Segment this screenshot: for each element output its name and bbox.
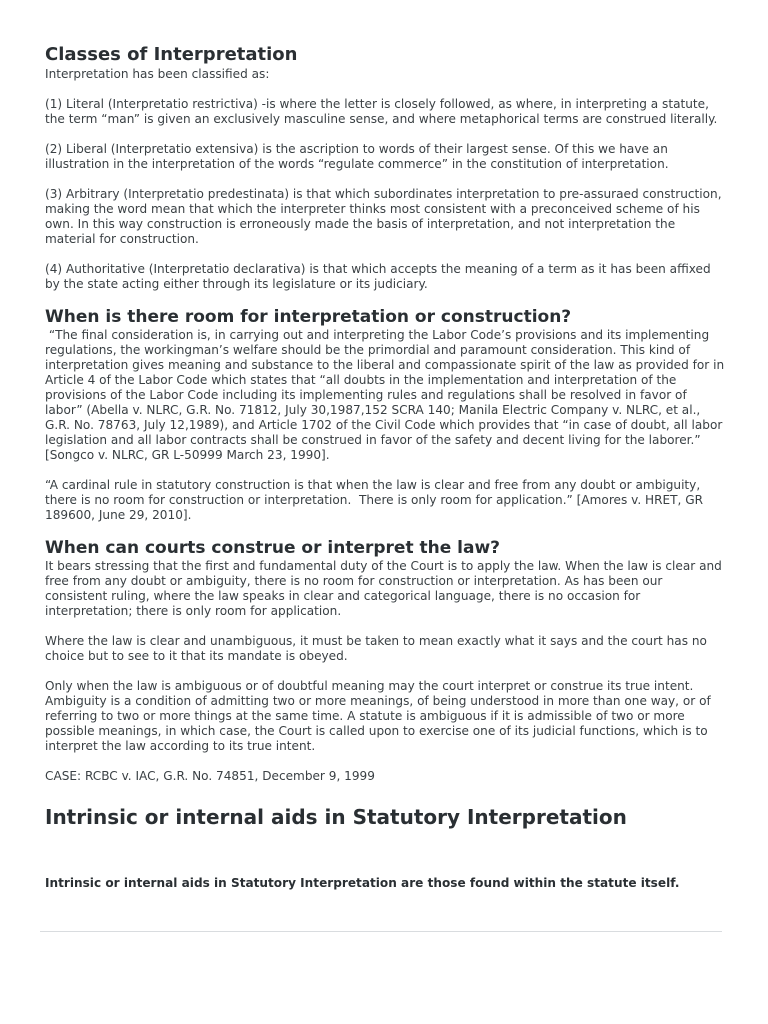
courts-case-citation: CASE: RCBC v. IAC, G.R. No. 74851, December 9, 1999	[45, 769, 375, 783]
bottom-divider	[40, 931, 722, 932]
courts-paragraph-duty: It bears stressing that the first and fundamental duty of the Court is to apply the law. When the law is clear and free from any doubt or ambiguity, there is no room for construction or interpretation. As has been our consistent ruling, where the law speaks in clear and categorical language, there is no occasion for interpretation; there is only room for application.	[45, 559, 722, 618]
classes-item-arbitrary: (3) Arbitrary (Interpretatio predestinata) is that which subordinates interpretation to pre-assuraed construction, making the word mean that which the interpreter thinks most consistent with a preconceived scheme of his own. In this way construction is erroneously made the basis of interpretation, and not interpretation the material for construction.	[45, 187, 722, 246]
room-paragraph-labor-code: “The final consideration is, in carrying out and interpreting the Labor Code’s provisions and its implementing regulations, the workingman’s welfare should be the primordial and paramount consideration. This kind of interpretation gives meaning and substance to the liberal and compassionate spirit of the law as provided for in Article 4 of the Labor Code which states that “all doubts in the implementation and interpretation of the provisions of the Labor Code including its implementing rules and regulations shall be resolved in favor of labor” (Abella v. NLRC, G.R. No. 71812, July 30,1987,152 SCRA 140; Manila Electric Company v. NLRC, et al., G.R. No. 78763, July 12,1989), and Article 1702 of the Civil Code which provides that “in case of doubt, all labor legislation and all labor contracts shall be construed in favor of the safety and decent living for the laborer.” [Songco v. NLRC, GR L-50999 March 23, 1990].	[45, 328, 725, 462]
classes-item-liberal: (2) Liberal (Interpretatio extensiva) is the ascription to words of their largest sense. Of this we have an illustration in the interpretation of the words “regulate commerce” in the constitution of interpretation.	[45, 142, 669, 171]
intrinsic-heading: Intrinsic or internal aids in Statutory Interpretation	[45, 805, 627, 829]
courts-paragraph-ambiguity: Only when the law is ambiguous or of doubtful meaning may the court interpret or construe its true intent. Ambiguity is a condition of admitting two or more meanings, of being understood in more than one way, or of referring to two or more things at the same time. A statute is ambiguous if it is admissible of two or more possible meanings, in which case, the Court is called upon to exercise one of its judicial functions, which is to interpret the law according to its true intent.	[45, 679, 711, 753]
classes-item-authoritative: (4) Authoritative (Interpretatio declarativa) is that which accepts the meaning of a term as it has been affixed by the state acting either through its legislature or its judiciary.	[45, 262, 711, 291]
room-heading: When is there room for interpretation or construction?	[45, 307, 572, 327]
courts-heading: When can courts construe or interpret the law?	[45, 538, 501, 558]
intrinsic-statement: Intrinsic or internal aids in Statutory Interpretation are those found within the statute itself.	[45, 876, 680, 890]
courts-paragraph-clear-law: Where the law is clear and unambiguous, it must be taken to mean exactly what it says and the court has no choice but to see to it that its mandate is obeyed.	[45, 634, 707, 663]
classes-heading: Classes of Interpretation	[45, 44, 298, 65]
room-paragraph-cardinal-rule: “A cardinal rule in statutory construction is that when the law is clear and free from any doubt or ambiguity, there is no room for construction or interpretation. There is only room for application.” [Amores v. HRET, GR 189600, June 29, 2010].	[45, 478, 704, 522]
document-page	[45, 43, 725, 891]
classes-item-literal: (1) Literal (Interpretatio restrictiva) -is where the letter is closely followed, as where, in interpreting a statute, the term “man” is given an exclusively masculine sense, and where metaphorical terms are construed literally.	[45, 97, 718, 126]
classes-intro: Interpretation has been classified as:	[45, 67, 270, 81]
